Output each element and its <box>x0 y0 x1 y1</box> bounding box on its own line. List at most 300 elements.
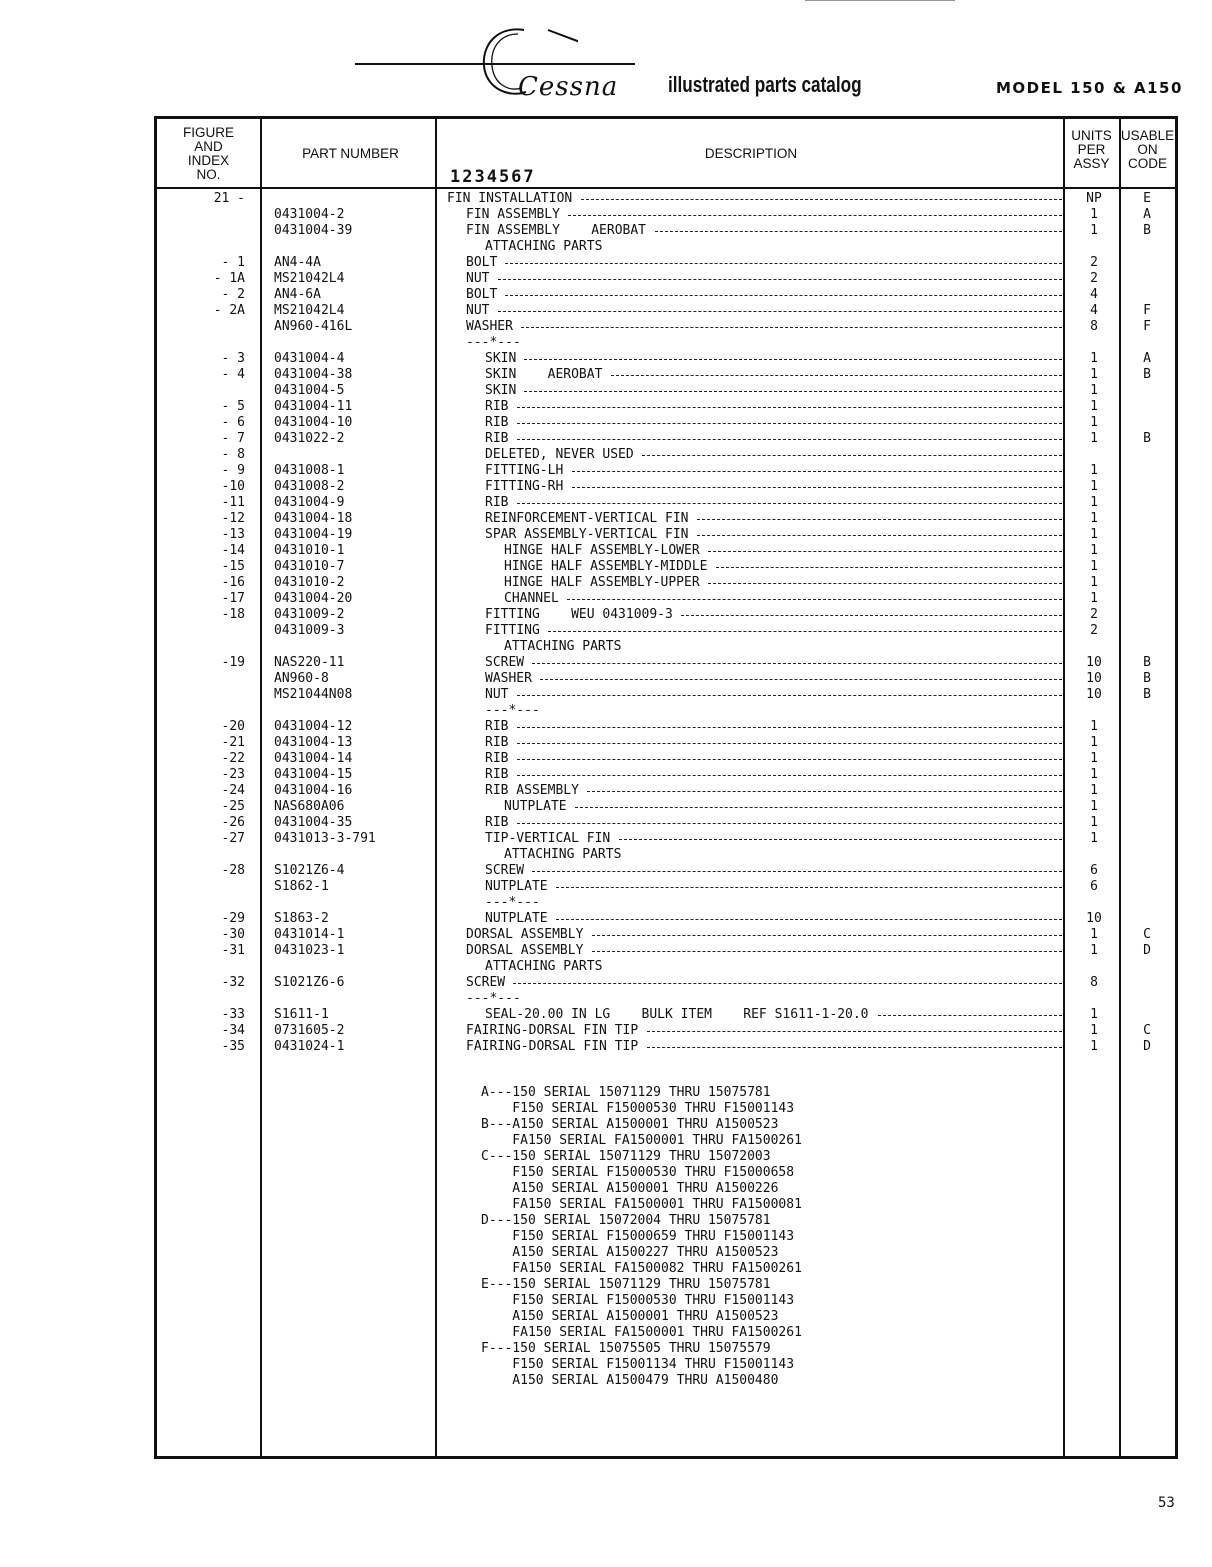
leader-dashes <box>517 743 1062 744</box>
units-per-assy: 1 <box>1090 719 1098 734</box>
page-number: 53 <box>1158 1495 1175 1511</box>
note-line: FA150 SERIAL FA1500001 THRU FA1500081 <box>481 1197 802 1212</box>
index-number: -20 <box>221 719 245 734</box>
note-line: B---A150 SERIAL A1500001 THRU A1500523 <box>481 1117 779 1132</box>
leader-dashes <box>681 615 1062 616</box>
units-per-assy: 8 <box>1090 975 1098 990</box>
usable-on-code: B <box>1143 367 1151 382</box>
index-number: -30 <box>221 927 245 942</box>
table-row <box>157 767 1175 783</box>
part-number: 0431004-35 <box>274 815 353 830</box>
model-title: MODEL 150 & A150 <box>996 79 1183 97</box>
description: SCREW <box>485 655 525 670</box>
note-line: A150 SERIAL A1500479 THRU A1500480 <box>481 1373 779 1388</box>
leader-dashes <box>517 503 1062 504</box>
units-per-assy: 8 <box>1090 319 1098 334</box>
units-per-assy: 1 <box>1090 799 1098 814</box>
description: REINFORCEMENT-VERTICAL FIN <box>485 511 689 526</box>
units-per-assy: 4 <box>1090 287 1098 302</box>
description: SCREW <box>485 863 525 878</box>
note-line: FA150 SERIAL FA1500001 THRU FA1500261 <box>481 1325 802 1340</box>
index-number: -24 <box>221 783 245 798</box>
leader-dashes <box>878 1015 1062 1016</box>
units-per-assy: 1 <box>1090 783 1098 798</box>
index-number: -21 <box>221 735 245 750</box>
table-row <box>157 351 1175 367</box>
leader-dashes <box>517 727 1062 728</box>
leader-dashes <box>708 551 1062 552</box>
leader-dashes <box>572 487 1063 488</box>
part-number: NAS680A06 <box>274 799 345 814</box>
index-number: - 4 <box>221 367 245 382</box>
part-number: 0431004-2 <box>274 207 345 222</box>
index-number: - 6 <box>221 415 245 430</box>
description: RIB <box>485 815 509 830</box>
description: RIB <box>485 735 509 750</box>
description: SEAL-20.00 IN LG BULK ITEM REF S1611-1-20.0 <box>485 1007 869 1022</box>
table-row <box>157 751 1175 767</box>
leader-dashes <box>619 839 1062 840</box>
table-row <box>157 655 1175 671</box>
table-row <box>157 527 1175 543</box>
description: ATTACHING PARTS <box>504 639 622 654</box>
usable-on-code: B <box>1143 671 1151 686</box>
part-number: 0431004-14 <box>274 751 353 766</box>
index-number: - 1A <box>213 271 245 286</box>
table-row <box>157 879 1175 895</box>
part-number: 0431010-1 <box>274 543 345 558</box>
parts-rows <box>157 191 1175 1055</box>
leader-dashes <box>505 263 1062 264</box>
units-per-assy: 1 <box>1090 735 1098 750</box>
index-number: -13 <box>221 527 245 542</box>
units-per-assy: 1 <box>1090 815 1098 830</box>
part-number: 0431009-3 <box>274 623 345 638</box>
index-number: -28 <box>221 863 245 878</box>
description: RIB <box>485 399 509 414</box>
leader-dashes <box>517 775 1062 776</box>
table-row <box>157 191 1175 207</box>
description: NUT <box>466 271 490 286</box>
description: DORSAL ASSEMBLY <box>466 927 584 942</box>
units-per-assy: 4 <box>1090 303 1098 318</box>
table-row <box>157 575 1175 591</box>
part-number: 0431004-9 <box>274 495 345 510</box>
note-line: C---150 SERIAL 15071129 THRU 15072003 <box>481 1149 771 1164</box>
units-per-assy: 1 <box>1090 1039 1098 1054</box>
usable-on-code: B <box>1143 655 1151 670</box>
part-number: 0431010-7 <box>274 559 345 574</box>
col-header-part: PART NUMBER <box>302 146 399 161</box>
index-number: -19 <box>221 655 245 670</box>
top-edge-marks <box>805 0 955 3</box>
units-per-assy: 1 <box>1090 543 1098 558</box>
units-per-assy: 2 <box>1090 255 1098 270</box>
index-number: -35 <box>221 1039 245 1054</box>
description: HINGE HALF ASSEMBLY-UPPER <box>504 575 700 590</box>
usable-on-code: C <box>1143 927 1151 942</box>
units-per-assy: 1 <box>1090 207 1098 222</box>
note-line: F150 SERIAL F15000659 THRU F15001143 <box>481 1229 795 1244</box>
table-row <box>157 815 1175 831</box>
note-line: A---150 SERIAL 15071129 THRU 15075781 <box>481 1085 771 1100</box>
note-line: A150 SERIAL A1500001 THRU A1500523 <box>481 1309 779 1324</box>
table-row <box>157 559 1175 575</box>
units-per-assy: 1 <box>1090 527 1098 542</box>
units-per-assy: 1 <box>1090 383 1098 398</box>
table-row <box>157 863 1175 879</box>
table-row <box>157 687 1175 703</box>
col-header-figure: FIGURE AND INDEX NO. <box>182 125 234 182</box>
units-per-assy: 1 <box>1090 559 1098 574</box>
description: FITTING <box>485 623 540 638</box>
table-row <box>157 415 1175 431</box>
brand-wordmark: Cessna <box>518 72 619 102</box>
table-row <box>157 447 1175 463</box>
part-number: MS21044N08 <box>274 687 353 702</box>
leader-dashes <box>517 823 1062 824</box>
leader-dashes <box>524 359 1062 360</box>
usable-on-code: D <box>1143 1039 1151 1054</box>
description: SKIN <box>485 383 517 398</box>
index-number: -18 <box>221 607 245 622</box>
part-number: 0431004-39 <box>274 223 353 238</box>
part-number: 0431004-10 <box>274 415 353 430</box>
leader-dashes <box>655 231 1062 232</box>
part-number: 0431004-5 <box>274 383 345 398</box>
index-number: -29 <box>221 911 245 926</box>
col-header-code: USABLE ON CODE <box>1120 128 1175 171</box>
units-per-assy: 6 <box>1090 879 1098 894</box>
part-number: S1021Z6-4 <box>274 863 345 878</box>
table-row <box>157 431 1175 447</box>
units-per-assy: 1 <box>1090 431 1098 446</box>
leader-dashes <box>575 807 1062 808</box>
leader-dashes <box>556 887 1062 888</box>
indent-level-digits: 1234567 <box>450 167 536 187</box>
description: ATTACHING PARTS <box>485 959 603 974</box>
note-line: F150 SERIAL F15000530 THRU F15001143 <box>481 1101 795 1116</box>
table-row <box>157 319 1175 335</box>
usable-on-code: D <box>1143 943 1151 958</box>
usable-on-code: B <box>1143 687 1151 702</box>
part-number: 0431004-16 <box>274 783 353 798</box>
table-row <box>157 511 1175 527</box>
table-row <box>157 591 1175 607</box>
description: SPAR ASSEMBLY-VERTICAL FIN <box>485 527 689 542</box>
index-number: - 9 <box>221 463 245 478</box>
leader-dashes <box>505 295 1062 296</box>
table-row <box>157 639 1175 655</box>
leader-dashes <box>548 631 1062 632</box>
note-line: A150 SERIAL A1500001 THRU A1500226 <box>481 1181 779 1196</box>
table-row <box>157 399 1175 415</box>
col-header-description: DESCRIPTION <box>704 146 798 161</box>
leader-dashes <box>572 471 1063 472</box>
description: BOLT <box>466 255 498 270</box>
units-per-assy: 10 <box>1086 911 1102 926</box>
note-line: D---150 SERIAL 15072004 THRU 15075781 <box>481 1213 771 1228</box>
index-number: -22 <box>221 751 245 766</box>
index-number: -32 <box>221 975 245 990</box>
leader-dashes <box>532 663 1062 664</box>
table-row <box>157 991 1175 1007</box>
description: RIB <box>485 415 509 430</box>
description: ATTACHING PARTS <box>504 847 622 862</box>
table-row <box>157 303 1175 319</box>
description: NUTPLATE <box>504 799 567 814</box>
usable-on-code: E <box>1143 191 1151 206</box>
description: TIP-VERTICAL FIN <box>485 831 611 846</box>
description: SCREW <box>466 975 506 990</box>
table-row <box>157 607 1175 623</box>
part-number: 0431004-11 <box>274 399 353 414</box>
note-line: FA150 SERIAL FA1500001 THRU FA1500261 <box>481 1133 802 1148</box>
table-row <box>157 975 1175 991</box>
index-number: -34 <box>221 1023 245 1038</box>
part-number: 0431004-13 <box>274 735 353 750</box>
table-row <box>157 495 1175 511</box>
description: DELETED, NEVER USED <box>485 447 634 462</box>
index-number: -26 <box>221 815 245 830</box>
note-line: F150 SERIAL F15001134 THRU F15001143 <box>481 1357 795 1372</box>
note-line: F---150 SERIAL 15075505 THRU 15075579 <box>481 1341 771 1356</box>
description: HINGE HALF ASSEMBLY-LOWER <box>504 543 700 558</box>
note-line: FA150 SERIAL FA1500082 THRU FA1500261 <box>481 1261 802 1276</box>
part-number: 0431004-4 <box>274 351 345 366</box>
parts-table <box>154 116 1178 1459</box>
index-number: -31 <box>221 943 245 958</box>
table-row <box>157 623 1175 639</box>
units-per-assy: 1 <box>1090 927 1098 942</box>
leader-dashes <box>592 935 1062 936</box>
description: FAIRING-DORSAL FIN TIP <box>466 1023 639 1038</box>
description: WASHER <box>466 319 513 334</box>
leader-dashes <box>513 983 1062 984</box>
leader-dashes <box>592 951 1062 952</box>
leader-dashes <box>568 215 1062 216</box>
units-per-assy: 2 <box>1090 623 1098 638</box>
description: RIB <box>485 431 509 446</box>
leader-dashes <box>647 1047 1062 1048</box>
table-row <box>157 847 1175 863</box>
part-number: MS21042L4 <box>274 271 345 286</box>
index-number: - 7 <box>221 431 245 446</box>
table-row <box>157 703 1175 719</box>
table-row <box>157 831 1175 847</box>
table-row <box>157 543 1175 559</box>
leader-dashes <box>708 583 1062 584</box>
units-per-assy: 1 <box>1090 495 1098 510</box>
description: BOLT <box>466 287 498 302</box>
col-header-units: UNITS PER ASSY <box>1071 128 1112 171</box>
part-number: 0431013-3-791 <box>274 831 376 846</box>
part-number: 0431009-2 <box>274 607 345 622</box>
table-row <box>157 959 1175 975</box>
table-row <box>157 479 1175 495</box>
leader-dashes <box>517 439 1062 440</box>
leader-dashes <box>517 423 1062 424</box>
table-row <box>157 239 1175 255</box>
description: FITTING-LH <box>485 463 564 478</box>
part-number: S1862-1 <box>274 879 329 894</box>
table-row <box>157 207 1175 223</box>
units-per-assy: 1 <box>1090 415 1098 430</box>
table-row <box>157 783 1175 799</box>
leader-dashes <box>540 679 1062 680</box>
index-number: -25 <box>221 799 245 814</box>
description: ---*--- <box>466 335 521 350</box>
header-divider <box>157 187 1175 189</box>
index-number: - 3 <box>221 351 245 366</box>
table-row <box>157 895 1175 911</box>
description: NUTPLATE <box>485 879 548 894</box>
usable-on-code: A <box>1143 207 1151 222</box>
table-row <box>157 367 1175 383</box>
description: FIN INSTALLATION <box>447 191 573 206</box>
description: FITTING-RH <box>485 479 564 494</box>
leader-dashes <box>647 1031 1062 1032</box>
units-per-assy: 1 <box>1090 399 1098 414</box>
usable-on-code: F <box>1143 303 1151 318</box>
leader-dashes <box>587 791 1062 792</box>
description: RIB <box>485 719 509 734</box>
leader-dashes <box>567 599 1062 600</box>
units-per-assy: 1 <box>1090 1007 1098 1022</box>
index-number: -15 <box>221 559 245 574</box>
units-per-assy: 1 <box>1090 751 1098 766</box>
units-per-assy: 1 <box>1090 479 1098 494</box>
table-row <box>157 335 1175 351</box>
units-per-assy: 1 <box>1090 831 1098 846</box>
index-number: -33 <box>221 1007 245 1022</box>
description: ---*--- <box>485 895 540 910</box>
part-number: 0431004-18 <box>274 511 353 526</box>
note-line: A150 SERIAL A1500227 THRU A1500523 <box>481 1245 779 1260</box>
usable-on-code: B <box>1143 431 1151 446</box>
units-per-assy: 2 <box>1090 271 1098 286</box>
part-number: S1863-2 <box>274 911 329 926</box>
part-number: 0431010-2 <box>274 575 345 590</box>
leader-dashes <box>517 759 1062 760</box>
description: FIN ASSEMBLY <box>466 207 560 222</box>
leader-dashes <box>642 455 1062 456</box>
units-per-assy: 10 <box>1086 655 1102 670</box>
table-row <box>157 719 1175 735</box>
note-line: E---150 SERIAL 15071129 THRU 15075781 <box>481 1277 771 1292</box>
note-line: F150 SERIAL F15000530 THRU F15001143 <box>481 1293 795 1308</box>
description: RIB <box>485 495 509 510</box>
description: ATTACHING PARTS <box>485 239 603 254</box>
description: HINGE HALF ASSEMBLY-MIDDLE <box>504 559 708 574</box>
table-row <box>157 911 1175 927</box>
units-per-assy: 2 <box>1090 607 1098 622</box>
part-number: AN960-416L <box>274 319 353 334</box>
usable-on-code: A <box>1143 351 1151 366</box>
part-number: AN960-8 <box>274 671 329 686</box>
description: RIB ASSEMBLY <box>485 783 579 798</box>
table-row <box>157 671 1175 687</box>
table-row <box>157 943 1175 959</box>
table-row <box>157 383 1175 399</box>
index-number: - 5 <box>221 399 245 414</box>
index-number: -12 <box>221 511 245 526</box>
index-number: - 2A <box>213 303 245 318</box>
index-number: -23 <box>221 767 245 782</box>
index-number: -14 <box>221 543 245 558</box>
leader-dashes <box>581 199 1062 200</box>
description: NUT <box>466 303 490 318</box>
table-row <box>157 927 1175 943</box>
part-number: AN4-6A <box>274 287 321 302</box>
table-row <box>157 287 1175 303</box>
description: RIB <box>485 751 509 766</box>
table-row <box>157 255 1175 271</box>
index-number: - 2 <box>221 287 245 302</box>
index-number: -11 <box>221 495 245 510</box>
table-row <box>157 1039 1175 1055</box>
description: SKIN <box>485 351 517 366</box>
units-per-assy: 1 <box>1090 767 1098 782</box>
description: ---*--- <box>485 703 540 718</box>
part-number: AN4-4A <box>274 255 321 270</box>
index-number: -27 <box>221 831 245 846</box>
leader-dashes <box>517 407 1062 408</box>
description: FITTING WEU 0431009-3 <box>485 607 673 622</box>
note-line: F150 SERIAL F15000530 THRU F15000658 <box>481 1165 795 1180</box>
table-row <box>157 223 1175 239</box>
index-number: - 8 <box>221 447 245 462</box>
description: WASHER <box>485 671 532 686</box>
index-number: -17 <box>221 591 245 606</box>
description: FIN ASSEMBLY AEROBAT <box>466 223 647 238</box>
table-row <box>157 271 1175 287</box>
leader-dashes <box>697 535 1062 536</box>
part-number: 0431004-15 <box>274 767 353 782</box>
units-per-assy: 1 <box>1090 943 1098 958</box>
leader-dashes <box>498 279 1062 280</box>
part-number: 0431004-38 <box>274 367 353 382</box>
description: CHANNEL <box>504 591 559 606</box>
units-per-assy: 10 <box>1086 687 1102 702</box>
leader-dashes <box>532 871 1062 872</box>
part-number: 0431004-19 <box>274 527 353 542</box>
units-per-assy: 1 <box>1090 463 1098 478</box>
units-per-assy: NP <box>1086 191 1102 206</box>
index-number: -16 <box>221 575 245 590</box>
index-number: 21 - <box>213 191 245 206</box>
units-per-assy: 10 <box>1086 671 1102 686</box>
leader-dashes <box>611 375 1062 376</box>
units-per-assy: 6 <box>1090 863 1098 878</box>
units-per-assy: 1 <box>1090 351 1098 366</box>
part-number: 0431014-1 <box>274 927 345 942</box>
description: SKIN AEROBAT <box>485 367 603 382</box>
table-row <box>157 799 1175 815</box>
part-number: 0431004-20 <box>274 591 353 606</box>
leader-dashes <box>524 391 1062 392</box>
part-number: 0431022-2 <box>274 431 345 446</box>
usable-on-code: B <box>1143 223 1151 238</box>
table-row <box>157 463 1175 479</box>
leader-dashes <box>716 567 1062 568</box>
part-number: MS21042L4 <box>274 303 345 318</box>
index-number: -10 <box>221 479 245 494</box>
part-number: 0431004-12 <box>274 719 353 734</box>
leader-dashes <box>498 311 1062 312</box>
usable-on-code: C <box>1143 1023 1151 1038</box>
part-number: 0431024-1 <box>274 1039 345 1054</box>
